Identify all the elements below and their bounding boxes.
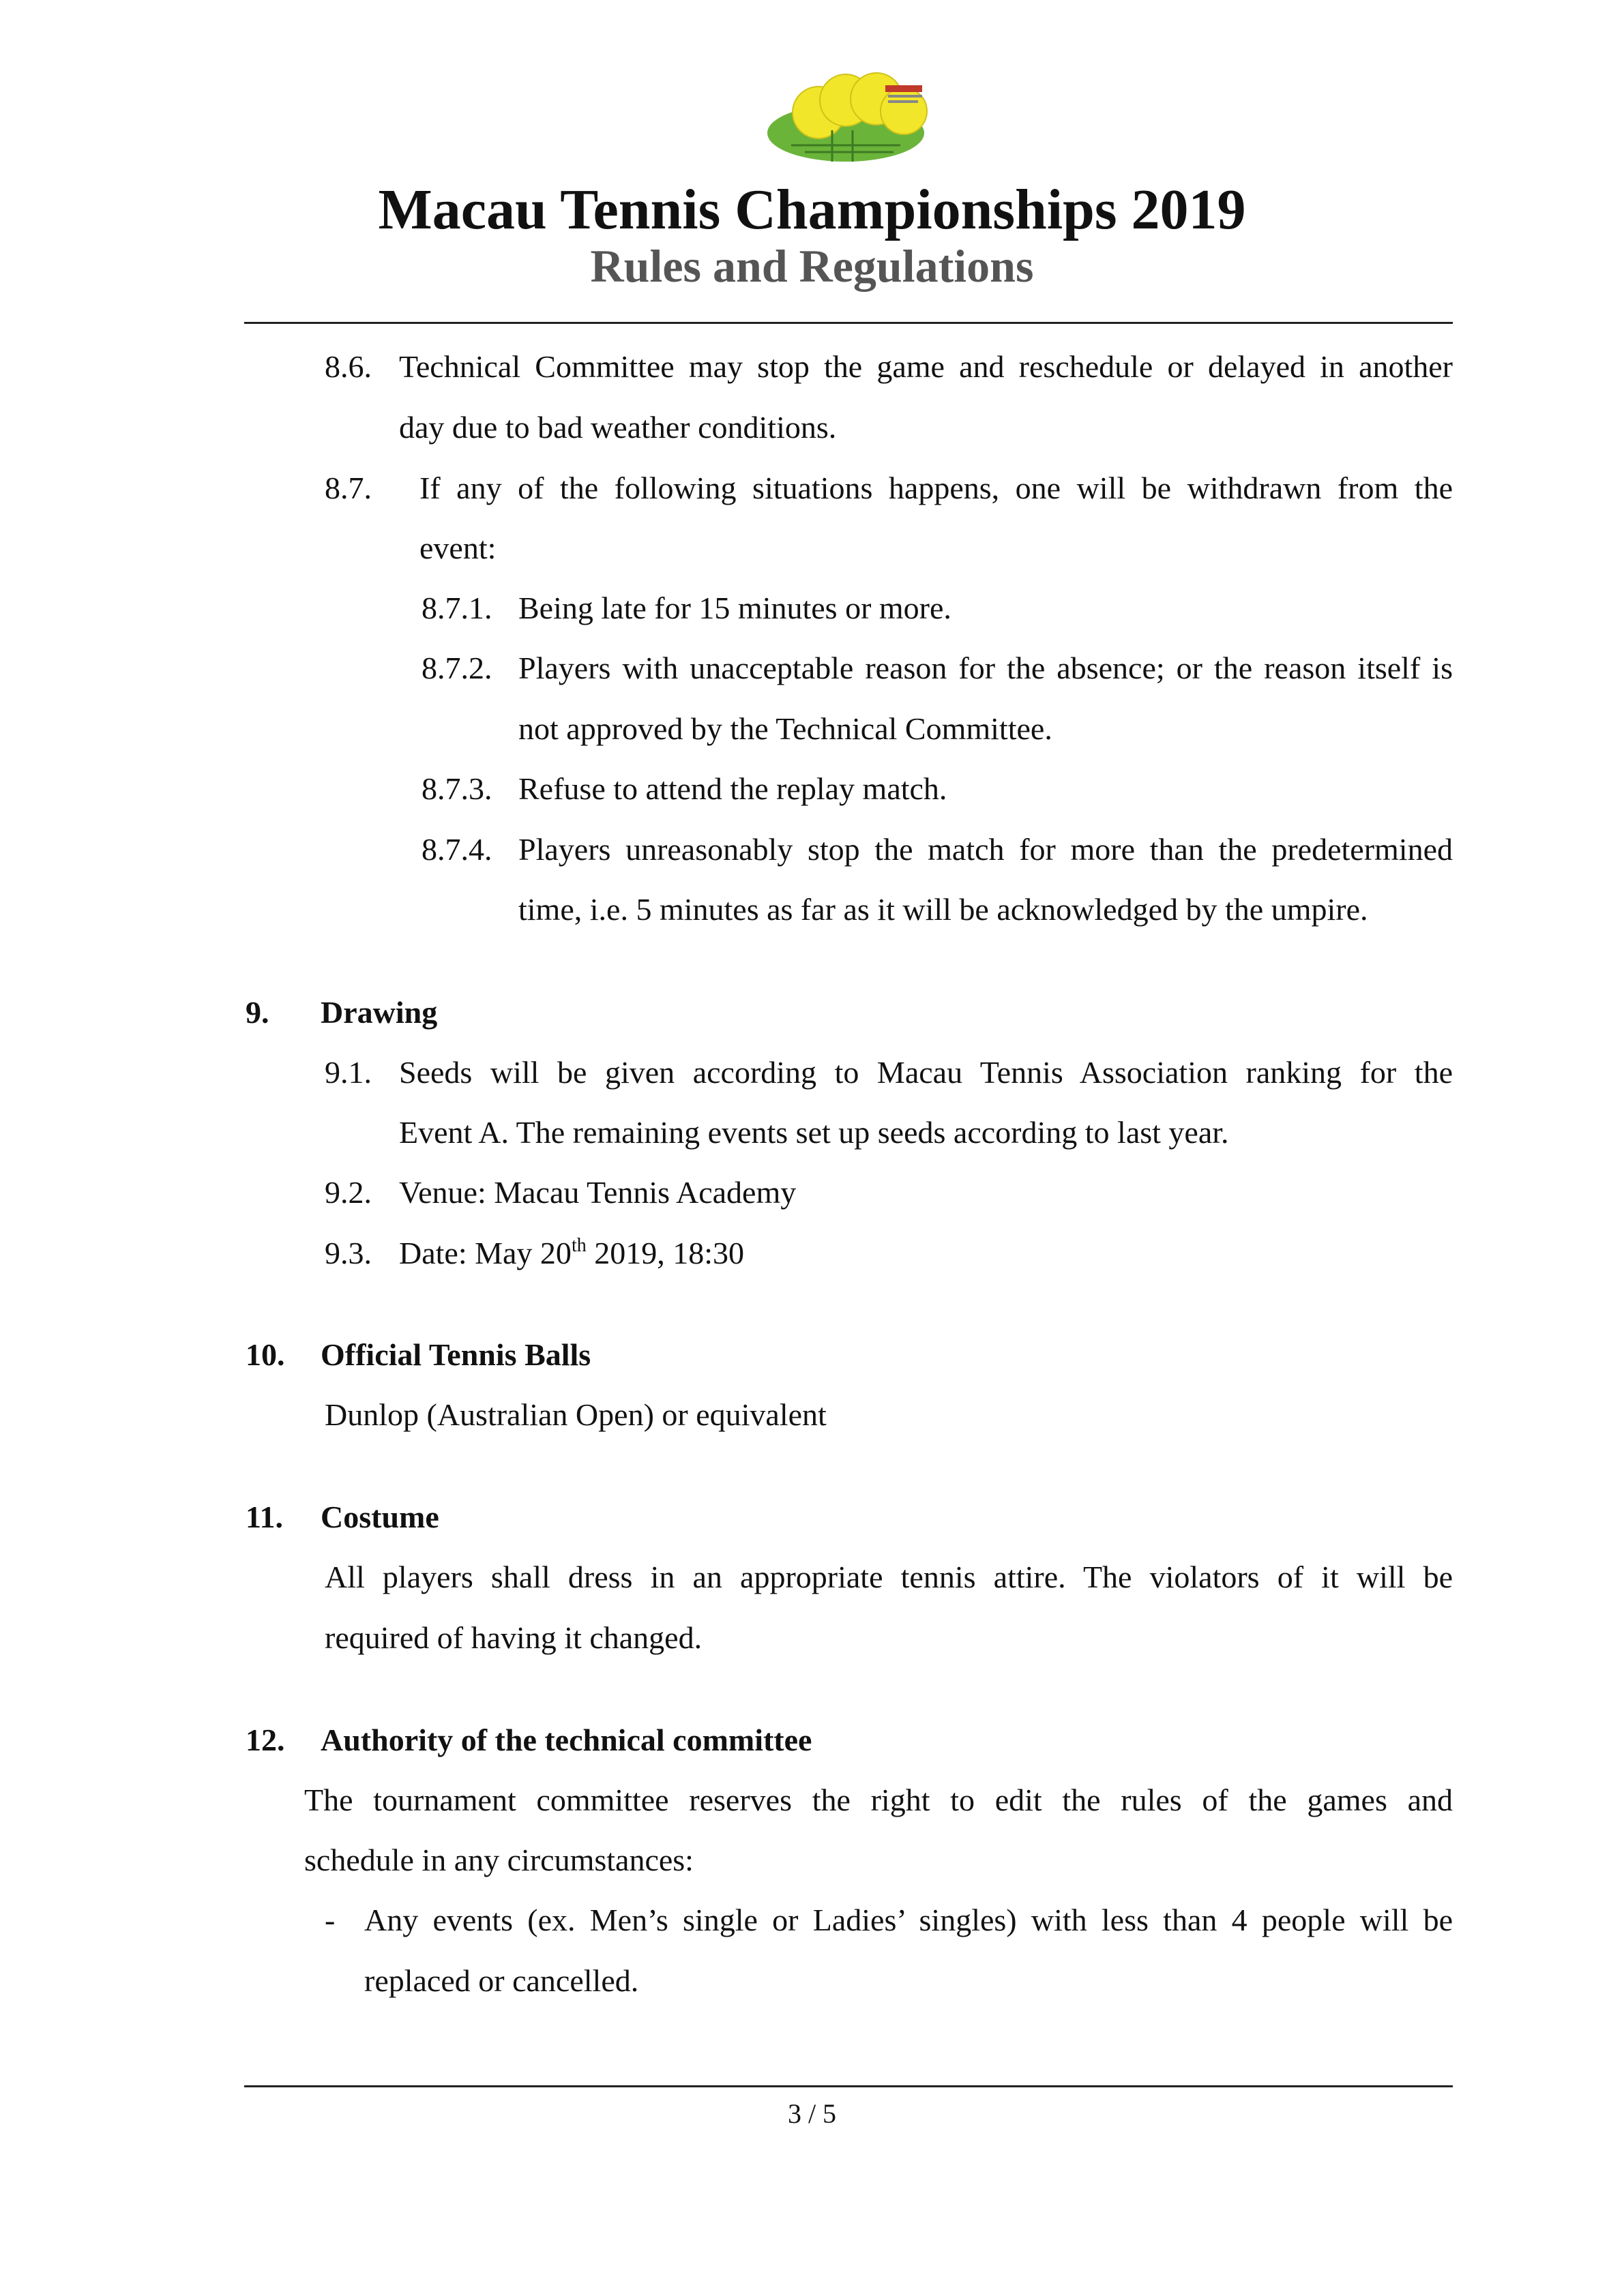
item-number: 9.3. — [325, 1236, 372, 1270]
section-body: Dunlop (Australian Open) or equivalent — [325, 1397, 827, 1432]
item-text: day due to bad weather conditions. — [399, 410, 837, 445]
item-text: Players unreasonably stop the match for more than the predetermined — [518, 832, 1453, 867]
date-text: Date: May 20 — [399, 1236, 572, 1270]
item-text: If any of the following situations happens, one will be withdrawn from the — [419, 471, 1453, 505]
bullet-dash: - — [325, 1903, 336, 1937]
item-text — [399, 1233, 744, 1274]
section-body: schedule in any circumstances: — [304, 1843, 694, 1877]
item-text: event: — [419, 531, 497, 565]
item-number: 8.7.3. — [422, 771, 492, 806]
item-text: Players with unacceptable reason for the absence; or the reason itself is — [518, 651, 1453, 685]
footer-divider — [244, 2085, 1453, 2087]
item-number: 8.7.1. — [422, 591, 492, 625]
bullet-text: replaced or cancelled. — [364, 1963, 639, 1998]
section-body: All players shall dress in an appropriate tennis attire. The violators of it will be — [325, 1560, 1453, 1594]
item-text: time, i.e. 5 minutes as far as it will be acknowledged by the umpire. — [518, 892, 1368, 927]
section-number: 12. — [246, 1723, 285, 1757]
date-superscript: th — [571, 1235, 587, 1256]
bullet-text: Any events (ex. Men’s single or Ladies’ singles) with less than 4 people will be — [364, 1903, 1453, 1937]
tennis-balls-logo-icon — [764, 65, 941, 167]
section-heading: Drawing — [321, 995, 438, 1030]
item-text: Venue: Macau Tennis Academy — [399, 1175, 797, 1210]
section-number: 9. — [246, 995, 269, 1030]
section-number: 10. — [246, 1337, 285, 1372]
item-number: 8.7.4. — [422, 832, 492, 867]
item-text: not approved by the Technical Committee. — [518, 711, 1052, 746]
item-number: 8.7.2. — [422, 651, 492, 685]
section-heading: Authority of the technical committee — [321, 1723, 812, 1757]
item-text: Technical Committee may stop the game and reschedule or delayed in another — [399, 349, 1453, 384]
section-heading: Official Tennis Balls — [321, 1337, 591, 1372]
section-body: The tournament committee reserves the right to edit the rules of the games and — [304, 1783, 1453, 1817]
item-number: 8.7. — [325, 471, 372, 505]
item-text: Event A. The remaining events set up seeds according to last year. — [399, 1115, 1229, 1150]
item-number: 8.6. — [325, 349, 372, 384]
section-heading: Costume — [321, 1500, 439, 1534]
item-text: Seeds will be given according to Macau Tennis Association ranking for the — [399, 1055, 1453, 1090]
item-text: Being late for 15 minutes or more. — [518, 591, 951, 625]
item-text: Refuse to attend the replay match. — [518, 771, 947, 806]
section-body: required of having it changed. — [325, 1620, 703, 1655]
page-subtitle: Rules and Regulations — [590, 240, 1034, 292]
page-title: Macau Tennis Championships 2019 — [378, 178, 1246, 241]
date-text: 2019, 18:30 — [586, 1236, 744, 1270]
item-number: 9.2. — [325, 1175, 372, 1210]
item-number: 9.1. — [325, 1055, 372, 1090]
page-number: 3 / 5 — [787, 2098, 837, 2129]
header-divider — [244, 322, 1453, 324]
section-number: 11. — [246, 1500, 283, 1534]
